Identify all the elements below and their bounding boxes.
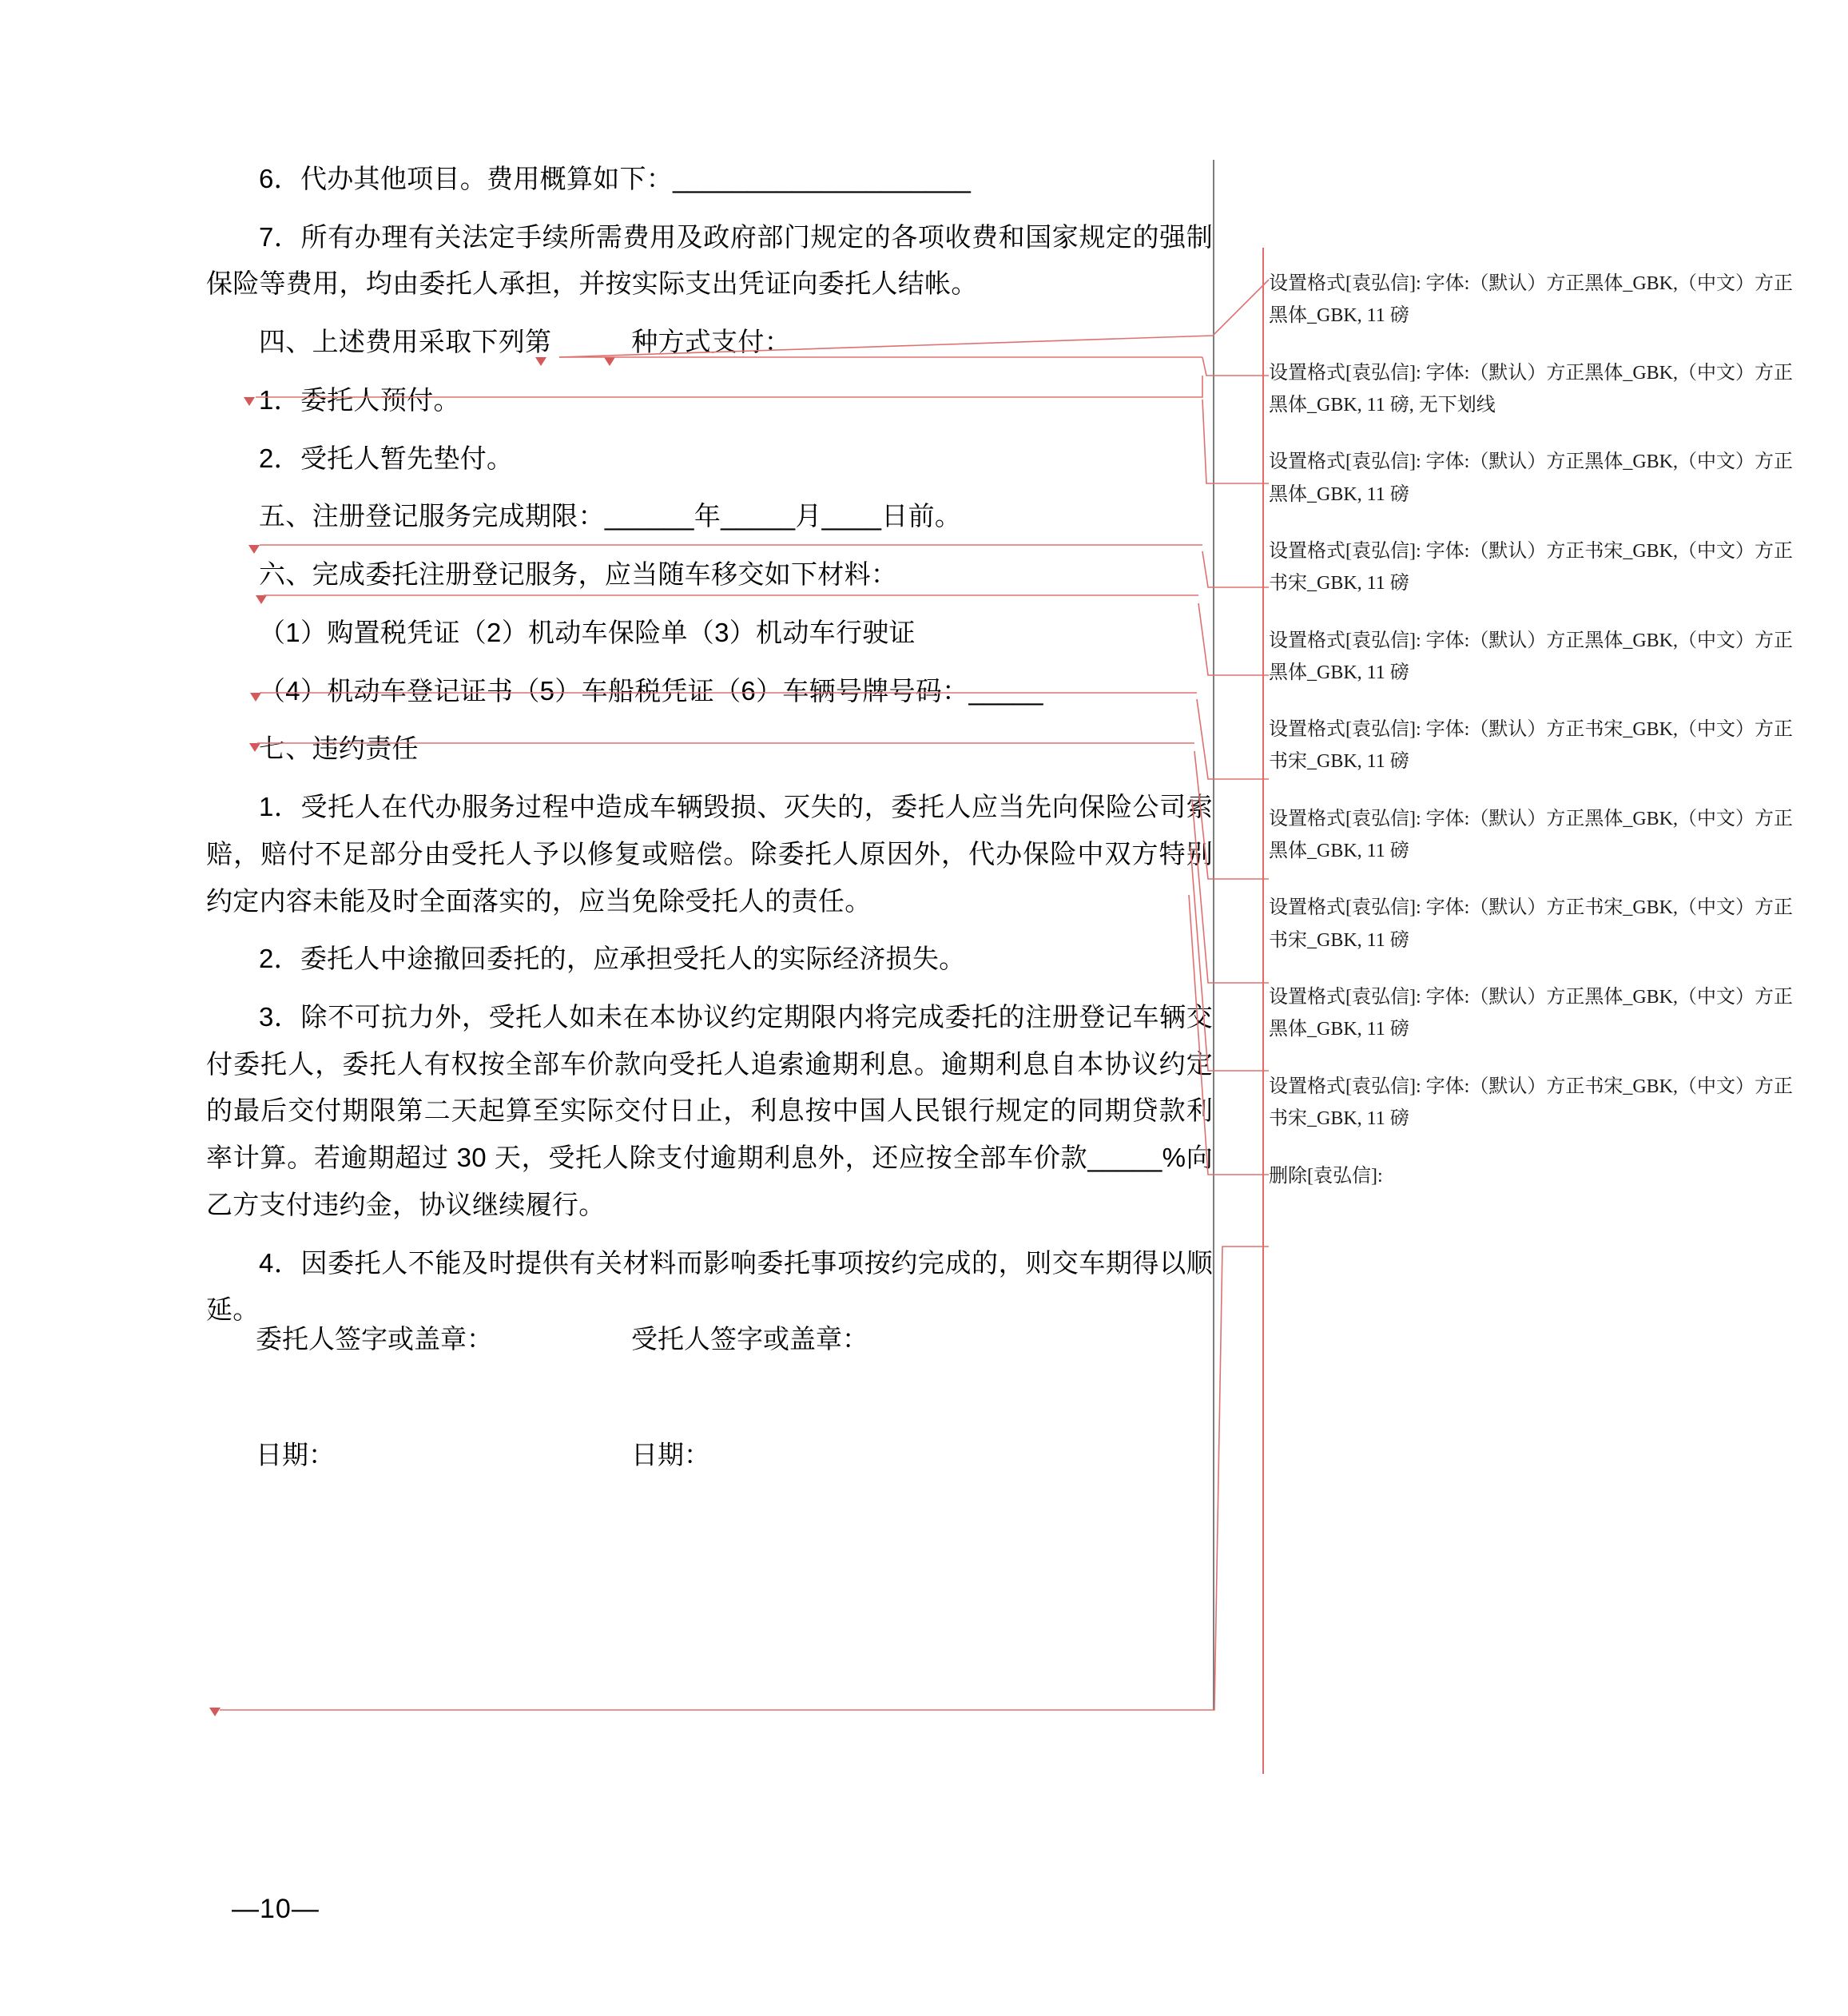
- paragraph-six-item-1: （1）购置税凭证（2）机动车保险单（3）机动车行驶证: [259, 617, 916, 647]
- paragraph-seven-item-4: 4．因委托人不能及时提供有关材料而影响委托事项按约完成的，则交车期得以顺延。: [206, 1247, 1213, 1325]
- change-mark-icon: [209, 1708, 221, 1716]
- format-change-balloon[interactable]: 设置格式[袁弘信]: 字体:（默认）方正黑体_GBK,（中文）方正黑体_GBK, 11 磅: [1269, 630, 1793, 683]
- format-change-balloon[interactable]: 设置格式[袁弘信]: 字体:（默认）方正黑体_GBK,（中文）方正黑体_GBK, 11 磅: [1269, 808, 1793, 862]
- signature-block: [206, 1318, 1213, 1550]
- paragraph-section-six: 六、完成委托注册登记服务，应当随车移交如下材料：: [259, 559, 898, 590]
- markup-red-line: [1262, 248, 1264, 1774]
- change-mark-icon: [604, 357, 615, 366]
- paragraph-section-five: 五、注册登记服务完成期限：______年_____月____日前。: [259, 501, 962, 531]
- document-text-column: [206, 156, 1213, 1345]
- change-mark-icon: [244, 397, 255, 406]
- format-change-balloon[interactable]: 设置格式[袁弘信]: 字体:（默认）方正书宋_GBK,（中文）方正书宋_GBK, 11 磅: [1269, 1076, 1793, 1129]
- change-mark-icon: [248, 545, 260, 554]
- paragraph-seven-item-2: 2．委托人中途撤回委托的，应承担受托人的实际经济损失。: [259, 944, 966, 974]
- signature-names-row: [206, 1318, 1213, 1356]
- change-mark-icon: [256, 595, 267, 604]
- page-number: —10—: [232, 1894, 320, 1924]
- format-change-balloon[interactable]: 设置格式[袁弘信]: 字体:（默认）方正黑体_GBK,（中文）方正黑体_GBK, 11 磅: [1269, 451, 1793, 505]
- deletion-balloon[interactable]: 删除[袁弘信]:: [1269, 1166, 1383, 1187]
- paragraph-four-item-1: 1．委托人预付。: [259, 384, 460, 415]
- consignor-date-label: 日期：: [256, 1440, 335, 1469]
- paragraph-7: 7．所有办理有关法定手续所需费用及政府部门规定的各项收费和国家规定的强制保险等费用，均由委托人承担，并按实际支出凭证向委托人结帐。: [206, 221, 1213, 299]
- format-change-balloon[interactable]: 设置格式[袁弘信]: 字体:（默认）方正黑体_GBK,（中文）方正黑体_GBK, 11 磅: [1269, 273, 1793, 327]
- paragraph-seven-item-3: 3．除不可抗力外，受托人如未在本协议约定期限内将完成委托的注册登记车辆交付委托人，委托人有权按全部车价款向受托人追索逾期利息。逾期利息自本协议约定的最后交付期限第二天起算至实际交付日止，利息按中国人民银行规定的同期贷款利率计算。若逾期超过 30 天，受托人除支付逾期利息外，还应按全部车价款_____%向乙方支付违约金，协议继续履行。: [206, 1002, 1213, 1219]
- paragraph-six-item-2: （4）机动车登记证书（5）车船税凭证（6）车辆号牌号码：_____: [259, 675, 1043, 706]
- markup-separator-line: [1213, 160, 1214, 1710]
- paragraph-6: 6．代办其他项目。费用概算如下：____________________: [259, 164, 972, 193]
- paragraph-section-seven: 七、违约责任: [259, 734, 419, 764]
- change-mark-icon: [250, 693, 261, 702]
- paragraph-seven-item-1: 1．受托人在代办服务过程中造成车辆毁损、灭失的，委托人应当先向保险公司索赔，赔付不足部分由受托人予以修复或赔偿。除委托人原因外，代办保险中双方特别约定内容未能及时全面落实的，应当免除受托人的责任。: [206, 792, 1213, 916]
- signature-dates-row: [206, 1434, 1213, 1472]
- markup-balloon-column: [1269, 144, 1820, 1187]
- format-change-balloon[interactable]: 设置格式[袁弘信]: 字体:（默认）方正黑体_GBK,（中文）方正黑体_GBK, 11 磅, 无下划线: [1269, 362, 1793, 416]
- format-change-balloon[interactable]: 设置格式[袁弘信]: 字体:（默认）方正书宋_GBK,（中文）方正书宋_GBK, 11 磅: [1269, 540, 1793, 594]
- format-change-balloon[interactable]: 设置格式[袁弘信]: 字体:（默认）方正书宋_GBK,（中文）方正书宋_GBK, 11 磅: [1269, 897, 1793, 951]
- paragraph-four-item-2: 2．受托人暂先垫付。: [259, 443, 514, 473]
- format-change-balloon[interactable]: 设置格式[袁弘信]: 字体:（默认）方正黑体_GBK,（中文）方正黑体_GBK, 11 磅: [1269, 987, 1793, 1040]
- trustee-signature-label: 受托人签字或盖章：: [631, 1324, 868, 1354]
- change-mark-icon: [249, 743, 260, 752]
- trustee-date-label: 日期：: [631, 1440, 710, 1469]
- format-change-balloon[interactable]: 设置格式[袁弘信]: 字体:（默认）方正书宋_GBK,（中文）方正书宋_GBK, 11 磅: [1269, 719, 1793, 773]
- paragraph-section-four: 四、上述费用采取下列第 种方式支付：: [259, 327, 791, 357]
- change-mark-icon: [535, 357, 546, 366]
- consignor-signature-label: 委托人签字或盖章：: [256, 1324, 493, 1354]
